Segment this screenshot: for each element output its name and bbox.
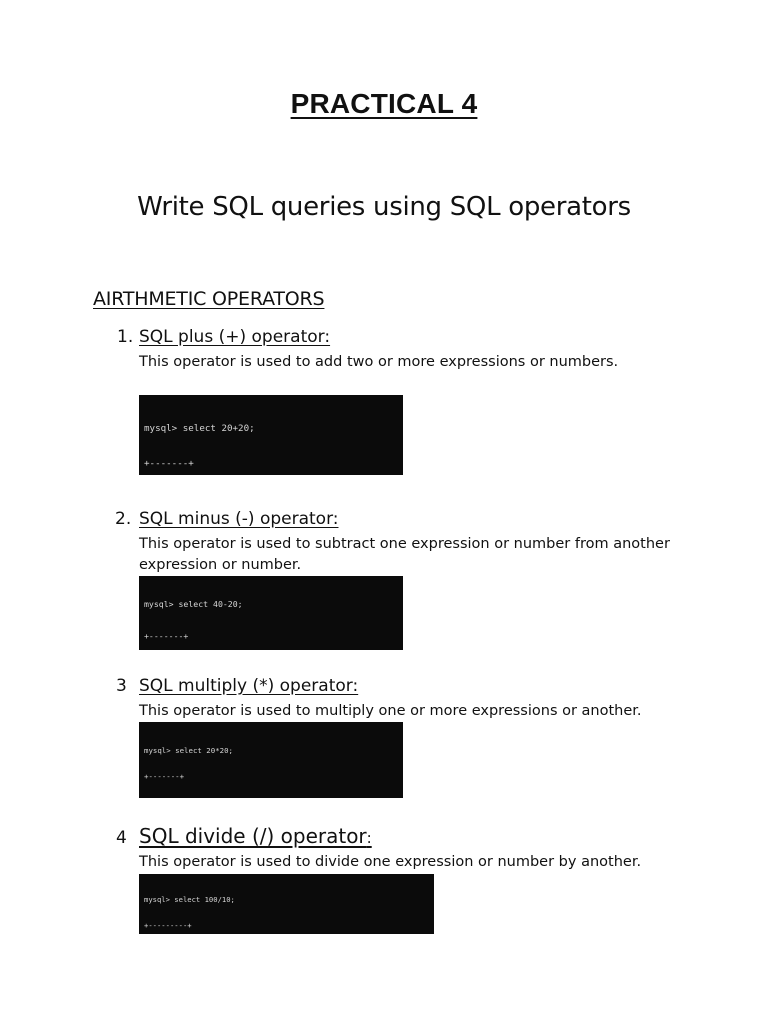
item-description: This operator is used to add two or more expressions or numbers. (139, 354, 619, 370)
terminal-screenshot (139, 576, 403, 650)
terminal-line: mysql> select 40-20; (144, 599, 243, 610)
item-heading: SQL multiply (*) operator: (139, 676, 359, 696)
item-heading (139, 824, 372, 848)
terminal-line: +-------+ (144, 771, 185, 781)
item-description: This operator is used to multiply one or more expressions or another. (139, 703, 642, 719)
terminal-line: +-------+ (144, 457, 194, 469)
section-heading: AIRTHMETIC OPERATORS (93, 288, 325, 310)
terminal-line: +-------+ (144, 630, 189, 641)
item-number: 2. (115, 509, 132, 529)
item-heading: SQL minus (-) operator: (139, 509, 339, 529)
item-number: 3 (116, 676, 127, 696)
terminal-line: +---------+ (144, 920, 192, 930)
terminal-screenshot (139, 874, 434, 934)
item-description: This operator is used to subtract one expression or number from another expression or number. (139, 536, 670, 573)
page-title: PRACTICAL 4 (290, 88, 478, 119)
terminal-screenshot (139, 395, 403, 475)
terminal-screenshot (139, 722, 403, 798)
item-heading-colon: : (366, 829, 372, 847)
item-number: 4 (116, 828, 127, 848)
terminal-line: mysql> select 20*20; (144, 746, 233, 756)
item-heading-text: SQL divide (/) operator (139, 824, 367, 848)
item-heading: SQL plus (+) operator: (139, 327, 331, 347)
terminal-line: mysql> select 20+20; (144, 423, 255, 435)
terminal-line: mysql> select 100/10; (144, 895, 235, 905)
item-description: This operator is used to divide one expression or number by another. (139, 854, 642, 870)
page-subtitle: Write SQL queries using SQL operators (137, 192, 631, 222)
item-number: 1. (117, 327, 134, 347)
